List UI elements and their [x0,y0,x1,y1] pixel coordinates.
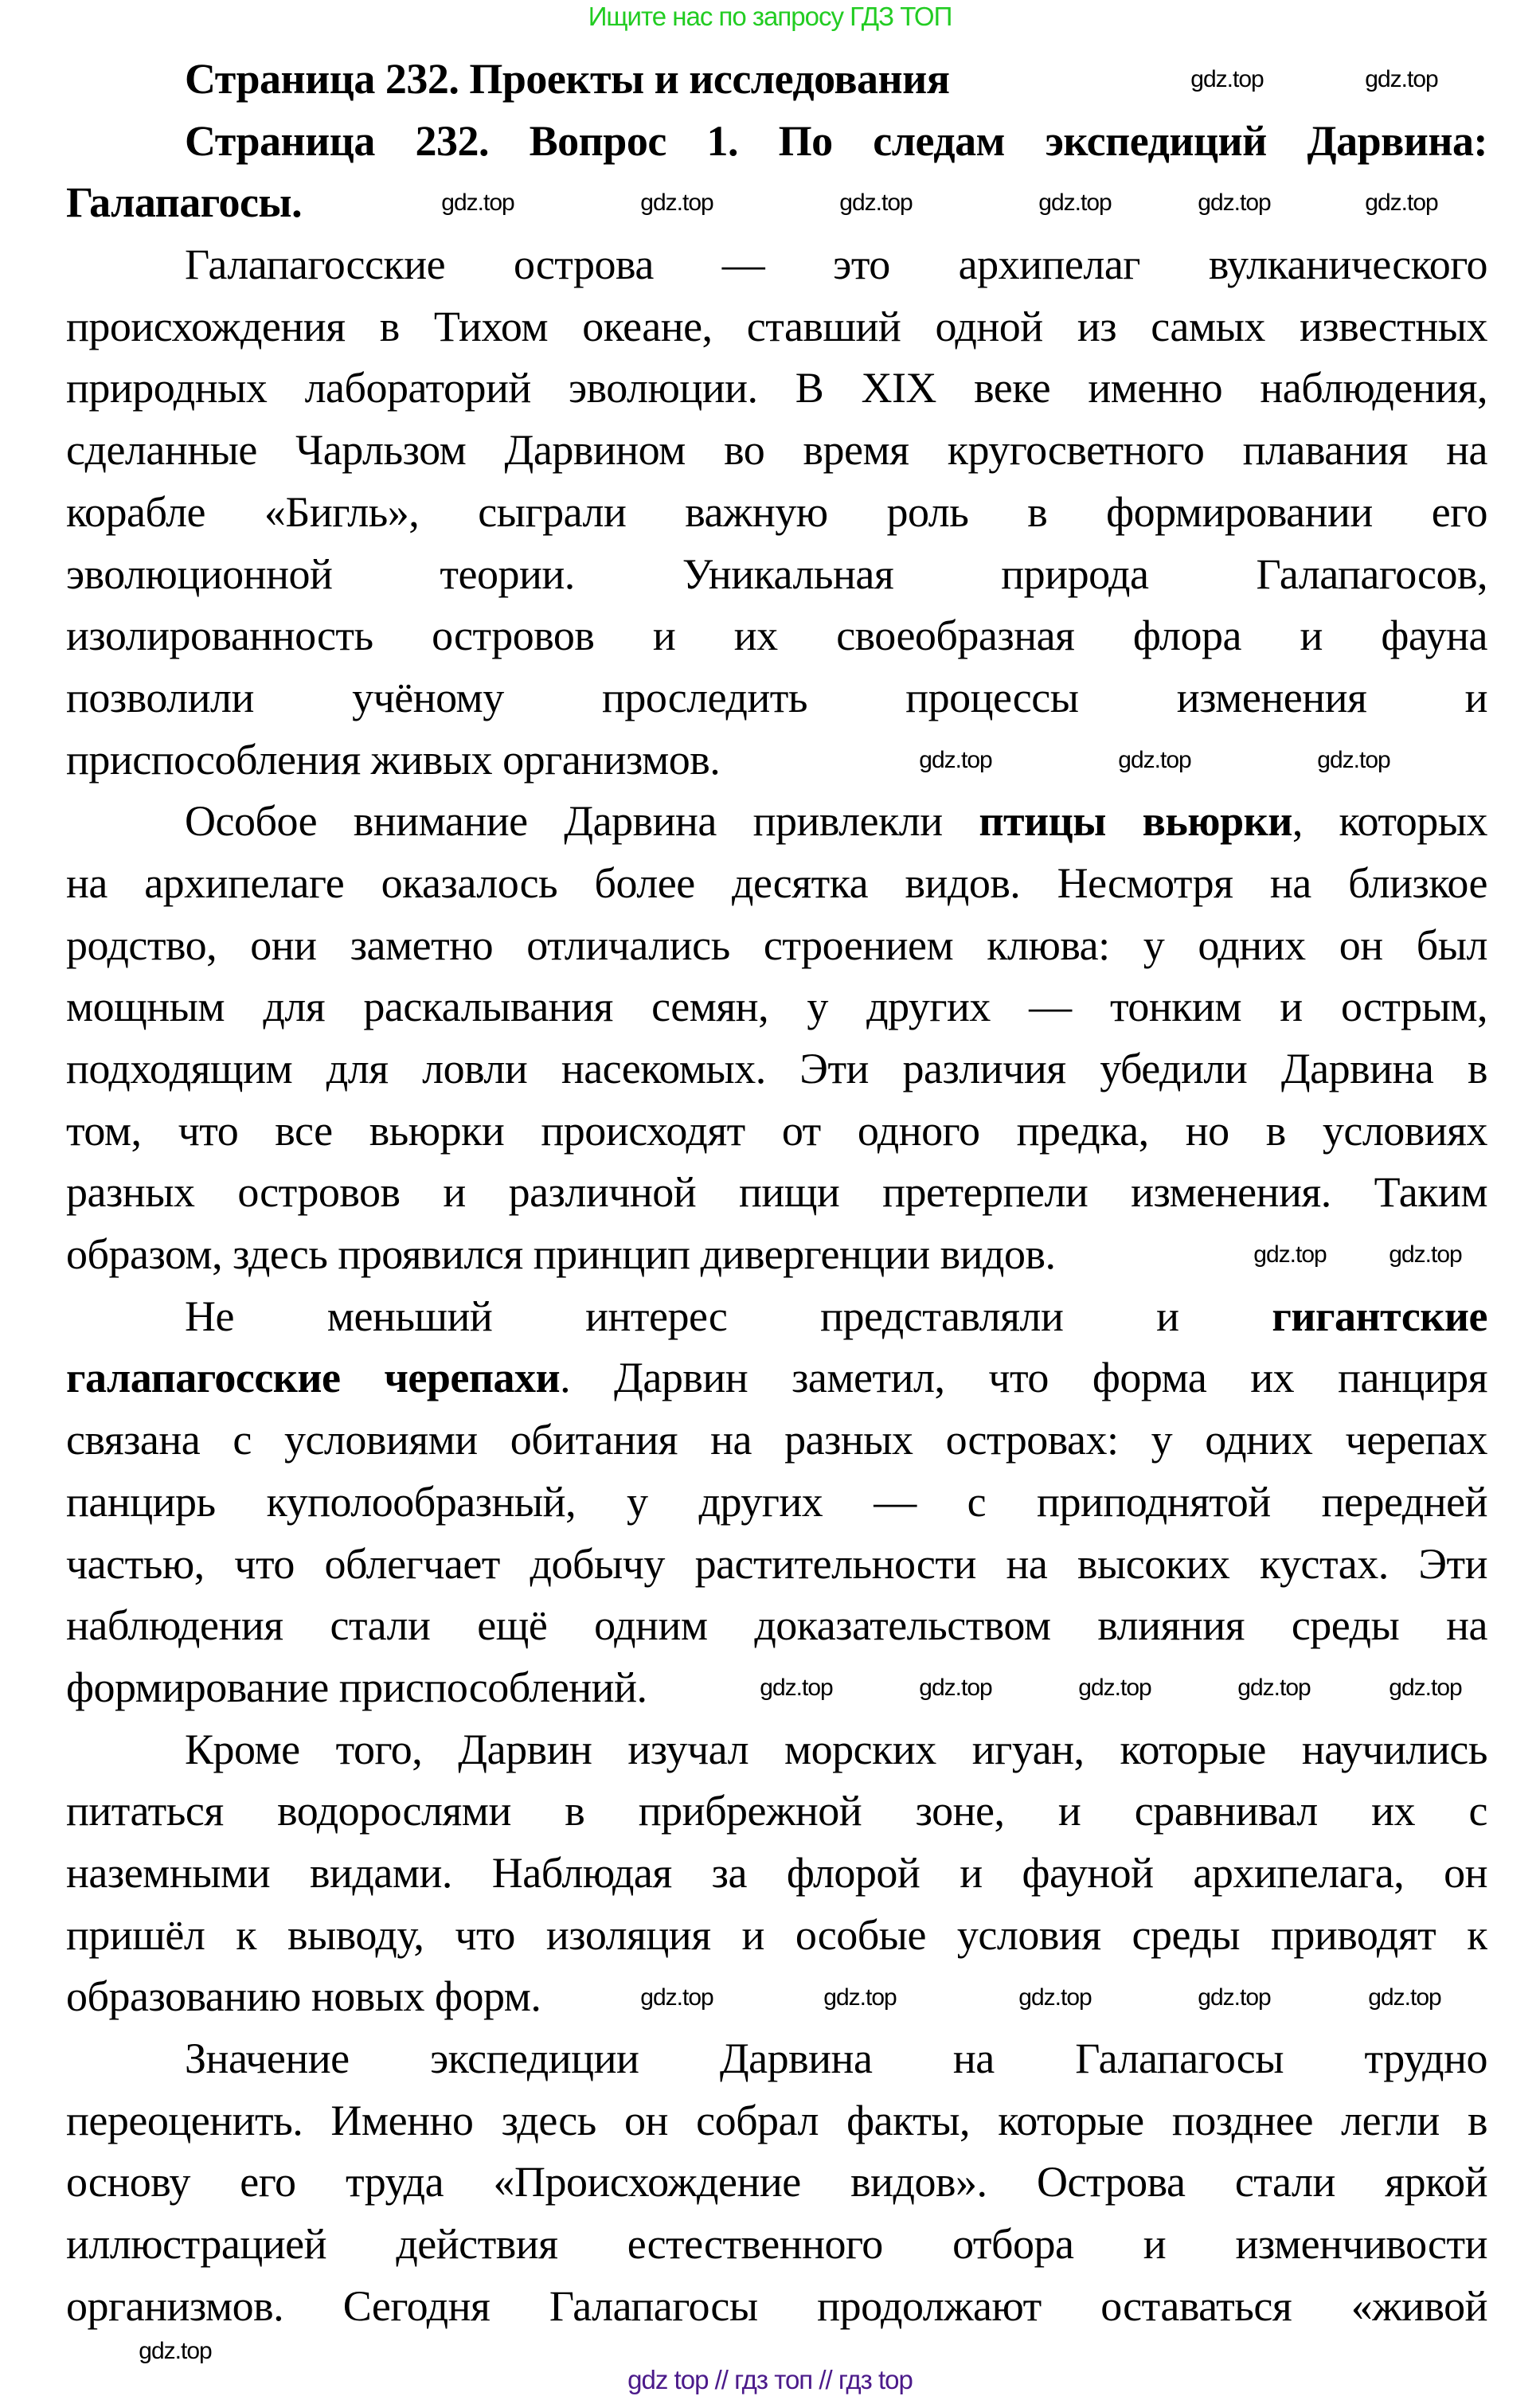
text-line [66,2214,1487,2276]
watermark: gdz.top [1368,1984,1441,2011]
watermark: gdz.top [1078,1675,1151,1701]
text-segment: наблюдения стали ещё одним доказательством влияния среды на [66,1601,1487,1650]
text-line [66,791,1487,853]
text-segment: формирование приспособлений. [66,1663,647,1711]
text-line [66,1534,1487,1596]
watermark: gdz.top [1365,66,1438,92]
text-segment: эволюционной теории. Уникальная природа Галапагосов, [66,549,1487,598]
watermark: gdz.top [1389,1675,1462,1701]
text-segment: Кроме того, Дарвин изучал морских игуан, которые научились [185,1725,1487,1773]
text-line [66,234,1487,296]
watermark: gdz.top [1118,747,1191,773]
text-segment: сделанные Чарльзом Дарвином во время кругосветного плавания на [66,426,1487,475]
text-segment: том, что все вьюрки происходят от одного предка, но в условиях [66,1106,1487,1155]
text-segment: . Дарвин заметил, что форма их панциря [560,1354,1487,1402]
text-line [66,2276,1487,2338]
text-line [66,1100,1487,1163]
text-line [66,2152,1487,2214]
watermark: gdz.top [139,2338,212,2364]
watermark: gdz.top [919,1675,992,1701]
watermark: gdz.top [1198,190,1271,216]
text-line [66,296,1487,358]
bold-term: птицы вьюрки [979,797,1292,846]
text-segment: Значение экспедиции Дарвина на Галапагосы трудно [185,2034,1487,2082]
text-segment: основу его труда «Происхождение видов». Острова стали яркой [66,2158,1487,2206]
text-segment: корабле «Бигль», сыграли важную роль в формировании его [66,487,1487,536]
text-segment: разных островов и различной пищи претерпели изменения. Таким [66,1168,1487,1217]
text-line [66,1780,1487,1843]
text-segment: позволили учёному проследить процессы изменения и [66,673,1487,721]
text-segment: пришёл к выводу, что изоляция и особые условия среды приводят к [66,1910,1487,1959]
watermark: gdz.top [1038,190,1112,216]
text-segment: переоценить. Именно здесь он собрал факты, которые позднее легли в [66,2096,1487,2144]
document-body [66,49,1487,2337]
text-segment: происхождения в Тихом океане, ставший одной из самых известных [66,302,1487,350]
watermark: gdz.top [839,190,913,216]
text-segment: Особое внимание Дарвина привлекли [185,797,979,846]
text-segment: панцирь куполообразный, у других — с приподнятой передней [66,1477,1487,1526]
text-segment: приспособления живых организмов. [66,735,721,784]
watermark: gdz.top [919,747,992,773]
text-line [66,420,1487,482]
text-segment: , которых [1292,797,1487,846]
text-segment: наземными видами. Наблюдая за флорой и фауной архипелага, он [66,1848,1487,1897]
text-line [66,1843,1487,1905]
text-line [66,729,1487,792]
text-line [66,172,1487,234]
watermark: gdz.top [1317,747,1390,773]
text-line [66,1038,1487,1100]
watermark: gdz.top [1198,1984,1271,2011]
watermark: gdz.top [1237,1675,1311,1701]
text-segment: родство, они заметно отличались строением клюва: у одних он был [66,920,1487,969]
text-line [66,2090,1487,2152]
bold-term: гигантские [1272,1292,1487,1340]
watermark: gdz.top [1253,1241,1327,1268]
search-banner: Ищите нас по запросу ГДЗ ТОП [588,2,952,31]
text-segment: питаться водорослями в прибрежной зоне, и сравнивал их с [66,1787,1487,1835]
text-line [66,1162,1487,1224]
watermark: gdz.top [760,1675,833,1701]
text-segment: связана с условиями обитания на разных островах: у одних черепах [66,1416,1487,1464]
text-line [66,667,1487,729]
watermark: gdz.top [1389,1241,1462,1268]
text-line [66,976,1487,1038]
text-line [66,49,1487,111]
text-segment: на архипелаге оказалось более десятка видов. Несмотря на близкое [66,858,1487,907]
text-line [66,482,1487,544]
watermark: gdz.top [1190,66,1264,92]
text-line [66,1409,1487,1472]
bold-term: галапагосские черепахи [66,1354,561,1402]
watermark: gdz.top [1365,190,1438,216]
text-line [66,111,1487,173]
text-line [66,1905,1487,1967]
watermark: gdz.top [640,190,713,216]
text-line [66,605,1487,667]
text-segment: подходящим для ловли насекомых. Эти различия убедили Дарвина в [66,1045,1487,1092]
text-segment: образом, здесь проявился принцип дивергенции видов. [66,1230,1056,1279]
text-line [66,2028,1487,2090]
watermark: gdz.top [441,190,514,216]
footer-links: gdz top // гдз топ // гдз top [627,2365,913,2394]
text-line [66,1286,1487,1348]
text-segment: организмов. Сегодня Галапагосы продолжают оставаться «живой [66,2281,1487,2330]
text-segment: Галапагосские острова — это архипелаг вулканического [185,240,1487,289]
text-line [66,1472,1487,1534]
text-line [66,915,1487,977]
text-line [66,853,1487,915]
text-line [66,1595,1487,1657]
text-segment: Не меньший интерес представляли и [185,1292,1272,1340]
watermark: gdz.top [1018,1984,1092,2011]
text-line [66,1966,1487,2028]
text-segment: Страница 232. Проекты и исследования [185,55,950,103]
text-segment: природных лабораторий эволюции. В XIX веке именно наблюдения, [66,364,1487,412]
watermark: gdz.top [640,1984,713,2011]
watermark: gdz.top [823,1984,897,2011]
text-segment: частью, что облегчает добычу растительности на высоких кустах. Эти [66,1539,1487,1588]
banner-row [0,2,1540,32]
text-segment: образованию новых форм. [66,1972,541,2021]
text-segment: иллюстрацией действия естественного отбора и изменчивости [66,2220,1487,2269]
footer-row [0,2365,1540,2395]
text-line [66,1719,1487,1781]
text-segment: изолированность островов и их своеобразная флора и фауна [66,612,1487,660]
text-segment: Галапагосы. [66,178,303,227]
text-line [66,544,1487,606]
text-line [66,1347,1487,1409]
text-line [66,358,1487,420]
text-segment: мощным для раскалывания семян, у других — тонким и острым, [66,983,1487,1031]
text-segment: Страница 232. Вопрос 1. По следам экспедиций Дарвина: [185,116,1487,165]
